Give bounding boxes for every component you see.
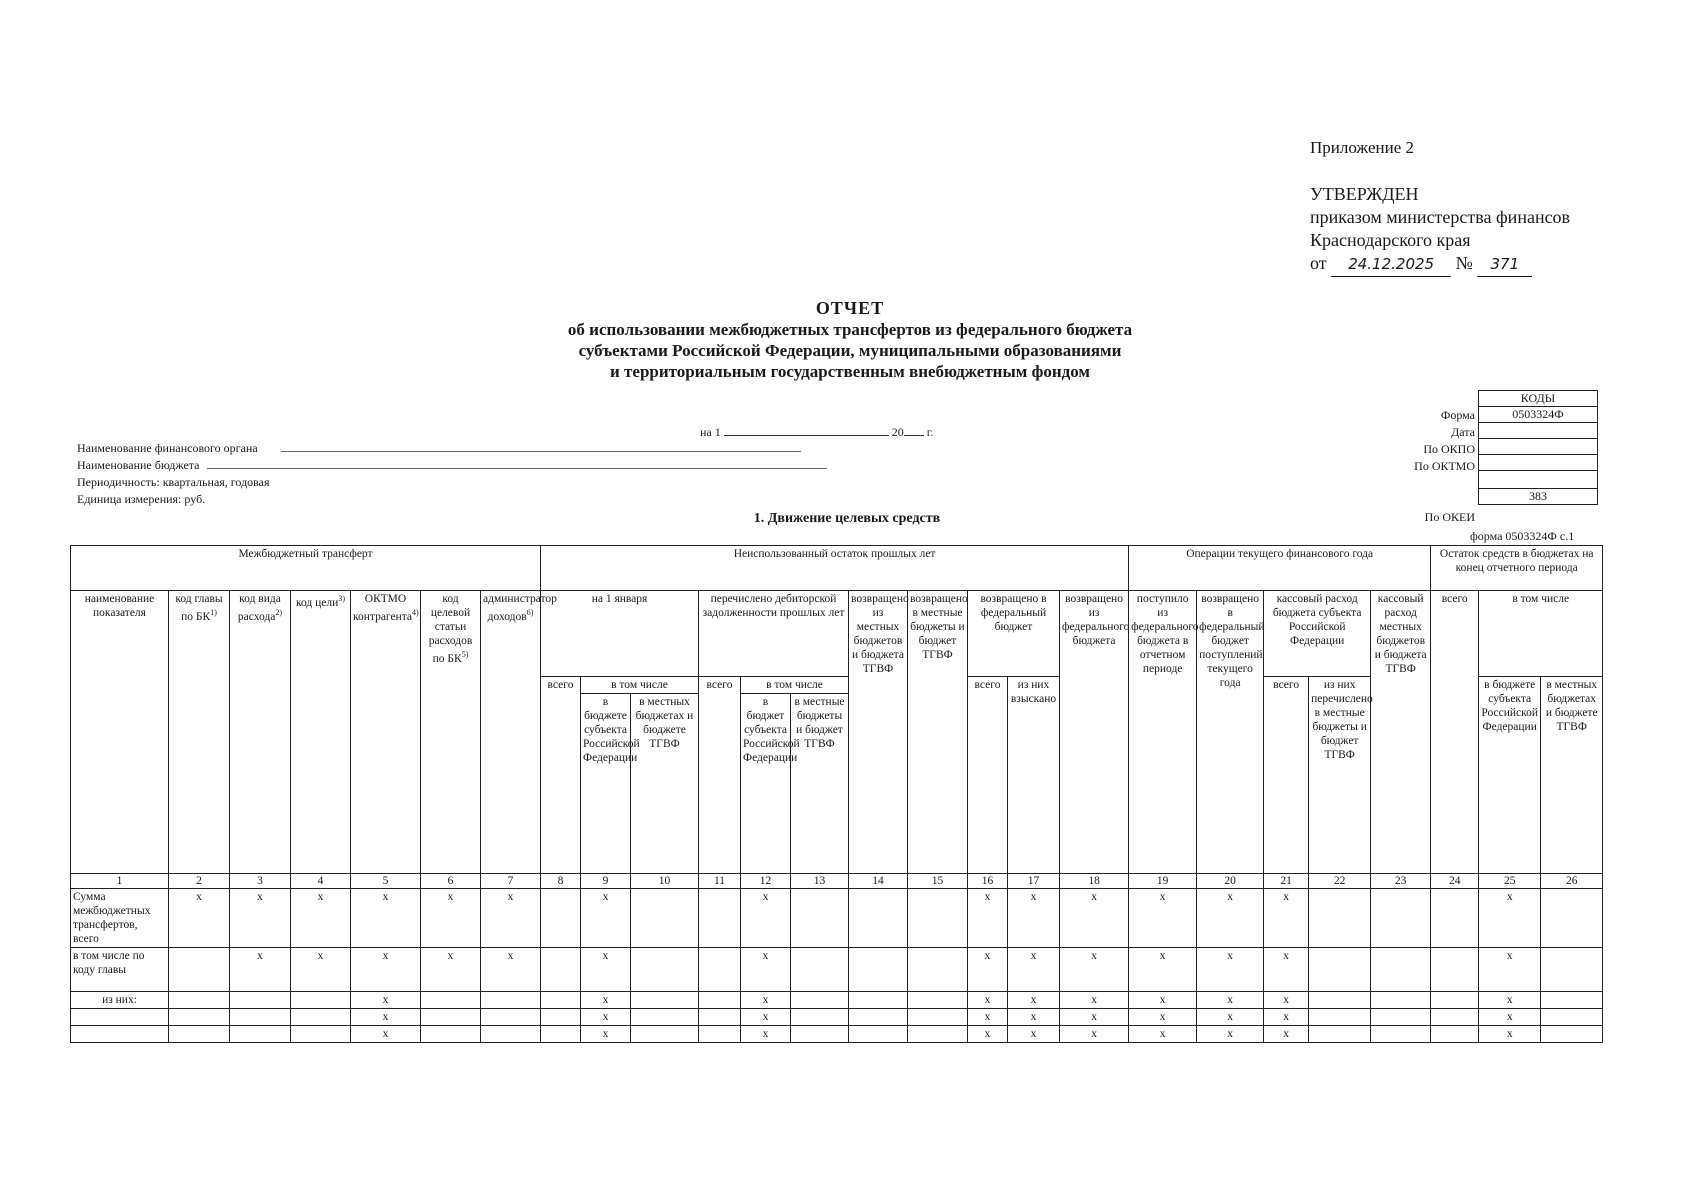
cell-value[interactable] bbox=[291, 1026, 351, 1043]
approval-date: 24.12.2025 bbox=[1331, 253, 1451, 277]
column-number: 15 bbox=[908, 874, 968, 889]
column-number: 11 bbox=[699, 874, 741, 889]
cell-value[interactable] bbox=[908, 889, 968, 948]
table-row bbox=[71, 889, 1603, 948]
title-line3: и территориальным государственным внебюджетным фондом bbox=[610, 362, 1090, 381]
col-20-header: возвращено в федеральный бюджет поступлений текущего года bbox=[1197, 591, 1264, 874]
form-code: 0503324Ф bbox=[1479, 407, 1598, 423]
column-number: 16 bbox=[968, 874, 1008, 889]
cell-x: x bbox=[1060, 992, 1129, 1009]
column-number: 20 bbox=[1197, 874, 1264, 889]
col-13-header: в местные бюджеты и бюджет ТГВФ bbox=[791, 694, 849, 874]
cell-value[interactable] bbox=[541, 1009, 581, 1026]
cell-value[interactable] bbox=[1431, 889, 1479, 948]
cell-x: x bbox=[1197, 948, 1264, 992]
cell-x: x bbox=[1129, 992, 1197, 1009]
cell-x: x bbox=[1264, 1026, 1309, 1043]
cell-value[interactable] bbox=[1371, 1009, 1431, 1026]
okei-code: 383 bbox=[1479, 489, 1598, 505]
cell-value[interactable] bbox=[421, 1026, 481, 1043]
cell-x: x bbox=[421, 889, 481, 948]
period-year: 20 bbox=[891, 425, 904, 439]
column-number: 22 bbox=[1309, 874, 1371, 889]
col-9-header: в бюджете субъекта Российской Федерации bbox=[581, 694, 631, 874]
row-label: из них: bbox=[71, 992, 169, 1009]
col-2-header: код главы по БК$^{1)}$ bbox=[169, 591, 230, 874]
row-label: Сумма межбюджетных трансфертов, всего bbox=[71, 889, 169, 948]
col-7-text: администратор доходов bbox=[483, 593, 557, 623]
column-number: 3 bbox=[230, 874, 291, 889]
cell-x: x bbox=[1479, 948, 1541, 992]
approved-word: УТВЕРЖДЕН bbox=[1310, 184, 1419, 204]
okei-label: По ОКЕИ bbox=[1424, 510, 1475, 524]
col-6-text: код целевой статьи расходов по БК bbox=[428, 593, 473, 665]
cell-value[interactable] bbox=[849, 948, 908, 992]
report-period bbox=[700, 425, 933, 440]
cell-x: x bbox=[351, 992, 421, 1009]
cell-x: x bbox=[351, 948, 421, 992]
cell-value[interactable] bbox=[631, 1009, 699, 1026]
cell-x: x bbox=[741, 948, 791, 992]
cell-value[interactable] bbox=[1431, 948, 1479, 992]
column-number: 7 bbox=[481, 874, 541, 889]
col-17-header: из них взыскано bbox=[1008, 677, 1060, 874]
column-number: 18 bbox=[1060, 874, 1129, 889]
group-end-balance: Остаток средств в бюджетах на конец отчетного периода bbox=[1431, 546, 1603, 591]
cell-value[interactable] bbox=[169, 992, 230, 1009]
cell-value[interactable] bbox=[1309, 1009, 1371, 1026]
transfers-table bbox=[70, 545, 1603, 1043]
cell-x: x bbox=[741, 992, 791, 1009]
cell-value[interactable] bbox=[1541, 948, 1603, 992]
cell-value[interactable] bbox=[699, 1026, 741, 1043]
cell-x: x bbox=[968, 948, 1008, 992]
column-number: 13 bbox=[791, 874, 849, 889]
cell-value[interactable] bbox=[541, 889, 581, 948]
cell-value[interactable] bbox=[1371, 992, 1431, 1009]
cell-value[interactable] bbox=[849, 992, 908, 1009]
col-8-header: всего bbox=[541, 677, 581, 874]
jan1-header: на 1 января bbox=[541, 591, 699, 677]
cell-x: x bbox=[1479, 889, 1541, 948]
periodicity: Периодичность: квартальная, годовая bbox=[77, 475, 270, 489]
group-current-year: Операции текущего финансового года bbox=[1129, 546, 1431, 591]
cell-value[interactable] bbox=[908, 948, 968, 992]
cell-value[interactable] bbox=[1431, 1026, 1479, 1043]
cell-x: x bbox=[1479, 1026, 1541, 1043]
cell-x: x bbox=[169, 889, 230, 948]
column-number: 26 bbox=[1541, 874, 1603, 889]
cell-x: x bbox=[230, 889, 291, 948]
title-line1: об использовании межбюджетных трансфертов из федерального бюджета bbox=[567, 320, 1133, 339]
cell-x: x bbox=[1264, 948, 1309, 992]
fin-org-label: Наименование финансового органа bbox=[77, 441, 258, 455]
column-number: 1 bbox=[71, 874, 169, 889]
column-number: 10 bbox=[631, 874, 699, 889]
cell-value[interactable] bbox=[631, 948, 699, 992]
cell-value[interactable] bbox=[1371, 948, 1431, 992]
row-label bbox=[71, 1009, 169, 1026]
number-label: № bbox=[1455, 253, 1473, 273]
cell-value[interactable] bbox=[169, 1026, 230, 1043]
cell-value[interactable] bbox=[699, 992, 741, 1009]
budget-label: Наименование бюджета bbox=[77, 458, 200, 472]
cell-value[interactable] bbox=[849, 1009, 908, 1026]
col-26-header: в местных бюджетах и бюджете ТГВФ bbox=[1541, 677, 1603, 874]
approved-date-line bbox=[1310, 252, 1570, 277]
cell-value[interactable] bbox=[230, 1026, 291, 1043]
cell-value[interactable] bbox=[1309, 889, 1371, 948]
cell-x: x bbox=[1129, 889, 1197, 948]
col-3-text: код вида расхода bbox=[237, 593, 281, 623]
cell-x: x bbox=[968, 992, 1008, 1009]
col-5-text: ОКТМО контрагента bbox=[353, 593, 413, 623]
col-3-header: код вида расхода$^{2)}$ bbox=[230, 591, 291, 874]
cell-x: x bbox=[581, 992, 631, 1009]
column-number: 8 bbox=[541, 874, 581, 889]
col-23-header: кассовый расход местных бюджетов и бюджета ТГВФ bbox=[1371, 591, 1431, 874]
cell-value[interactable] bbox=[1309, 992, 1371, 1009]
cell-value[interactable] bbox=[1371, 889, 1431, 948]
debt-incl-header: в том числе bbox=[741, 677, 849, 694]
cell-x: x bbox=[351, 1026, 421, 1043]
cell-value[interactable] bbox=[791, 948, 849, 992]
row-label bbox=[71, 1026, 169, 1043]
cell-x: x bbox=[1008, 1009, 1060, 1026]
approval-stamp bbox=[1310, 183, 1570, 277]
column-number: 24 bbox=[1431, 874, 1479, 889]
column-number: 19 bbox=[1129, 874, 1197, 889]
cell-value[interactable] bbox=[908, 1009, 968, 1026]
col-19-header: поступило из федерального бюджета в отчетном периоде bbox=[1129, 591, 1197, 874]
col-4-text: код цели bbox=[296, 596, 339, 609]
cell-x: x bbox=[421, 948, 481, 992]
col-7-header: администратор доходов$^{6)}$ bbox=[481, 591, 541, 874]
cell-x: x bbox=[481, 889, 541, 948]
col-6-header: код целевой статьи расходов по БК$^{5)}$ bbox=[421, 591, 481, 874]
cell-value[interactable] bbox=[849, 1026, 908, 1043]
col-15-header: возвращено в местные бюджеты и бюджет ТГВФ bbox=[908, 591, 968, 874]
fedret-header: возвращено в федеральный бюджет bbox=[968, 591, 1060, 677]
cell-x: x bbox=[1197, 889, 1264, 948]
row-label: в том числе по коду главы bbox=[71, 948, 169, 992]
cell-x: x bbox=[581, 948, 631, 992]
col-22-header: из них перечислено в местные бюджеты и бюджет ТГВФ bbox=[1309, 677, 1371, 874]
col-1-header: наименование показателя bbox=[71, 591, 169, 874]
column-number: 25 bbox=[1479, 874, 1541, 889]
oktmo-label: По ОКТМО bbox=[1414, 459, 1475, 473]
cell-value[interactable] bbox=[791, 992, 849, 1009]
cell-value[interactable] bbox=[481, 1026, 541, 1043]
cell-x: x bbox=[968, 889, 1008, 948]
cell-value[interactable] bbox=[908, 1026, 968, 1043]
col-11-header: всего bbox=[699, 677, 741, 874]
period-g: г. bbox=[926, 425, 934, 439]
cell-value[interactable] bbox=[699, 948, 741, 992]
cell-value[interactable] bbox=[481, 1009, 541, 1026]
fin-org-field[interactable] bbox=[281, 442, 801, 452]
column-number: 2 bbox=[169, 874, 230, 889]
col-4-header: код цели$^{3)}$ bbox=[291, 591, 351, 874]
approval-number: 371 bbox=[1477, 253, 1532, 277]
column-number: 4 bbox=[291, 874, 351, 889]
col-5-header: ОКТМО контрагента$^{4)}$ bbox=[351, 591, 421, 874]
title-line2: субъектами Российской Федерации, муниципальными образованиями bbox=[578, 341, 1122, 360]
cell-value[interactable] bbox=[291, 992, 351, 1009]
cell-value[interactable] bbox=[541, 992, 581, 1009]
table-row bbox=[71, 992, 1603, 1009]
cell-x: x bbox=[1479, 1009, 1541, 1026]
cell-value[interactable] bbox=[1431, 1009, 1479, 1026]
date-label: Дата bbox=[1451, 425, 1475, 439]
column-number: 9 bbox=[581, 874, 631, 889]
cell-value[interactable] bbox=[699, 889, 741, 948]
unit: Единица измерения: руб. bbox=[77, 492, 206, 506]
table-row bbox=[71, 1009, 1603, 1026]
cell-x: x bbox=[1060, 1009, 1129, 1026]
cell-x: x bbox=[741, 889, 791, 948]
cell-value[interactable] bbox=[1309, 1026, 1371, 1043]
period-date-field[interactable] bbox=[724, 425, 889, 436]
cell-x: x bbox=[1479, 992, 1541, 1009]
group-transfer: Межбюджетный трансферт bbox=[71, 546, 541, 591]
cell-value[interactable] bbox=[791, 1009, 849, 1026]
cell-x: x bbox=[1008, 992, 1060, 1009]
cell-x: x bbox=[1129, 948, 1197, 992]
cell-x: x bbox=[351, 889, 421, 948]
budget-field[interactable] bbox=[207, 459, 827, 469]
approved-line2: Краснодарского края bbox=[1310, 230, 1471, 250]
cell-x: x bbox=[1060, 948, 1129, 992]
okpo-label: По ОКПО bbox=[1423, 442, 1475, 456]
okpo-code[interactable] bbox=[1479, 439, 1598, 455]
title-main: ОТЧЕТ bbox=[815, 298, 885, 318]
column-number: 12 bbox=[741, 874, 791, 889]
col-25-header: в бюджете субъекта Российской Федерации bbox=[1479, 677, 1541, 874]
column-number: 17 bbox=[1008, 874, 1060, 889]
cell-value[interactable] bbox=[230, 992, 291, 1009]
cell-x: x bbox=[1197, 992, 1264, 1009]
cell-x: x bbox=[1129, 1026, 1197, 1043]
approved-line1: приказом министерства финансов bbox=[1310, 207, 1571, 227]
cell-x: x bbox=[481, 948, 541, 992]
cell-value[interactable] bbox=[631, 992, 699, 1009]
section-title: 1. Движение целевых средств bbox=[753, 511, 941, 526]
cell-value[interactable] bbox=[908, 992, 968, 1009]
cell-value[interactable] bbox=[421, 1009, 481, 1026]
cell-x: x bbox=[581, 1009, 631, 1026]
from-label: от bbox=[1310, 253, 1327, 273]
cell-value[interactable] bbox=[791, 889, 849, 948]
cell-x: x bbox=[230, 948, 291, 992]
col-12-header: в бюджет субъекта Российской Федерации bbox=[741, 694, 791, 874]
col-21-header: всего bbox=[1264, 677, 1309, 874]
period-year-field[interactable] bbox=[904, 425, 924, 436]
cell-value[interactable] bbox=[541, 948, 581, 992]
cell-x: x bbox=[1197, 1009, 1264, 1026]
cell-value[interactable] bbox=[230, 1009, 291, 1026]
cell-value[interactable] bbox=[1371, 1026, 1431, 1043]
cell-x: x bbox=[1129, 1009, 1197, 1026]
cash-header: кассовый расход бюджета субъекта Российской Федерации bbox=[1264, 591, 1371, 677]
date-code[interactable] bbox=[1479, 423, 1598, 439]
cell-value[interactable] bbox=[1541, 1026, 1603, 1043]
cell-value[interactable] bbox=[481, 992, 541, 1009]
budget-row bbox=[77, 458, 827, 473]
cell-x: x bbox=[351, 1009, 421, 1026]
cell-x: x bbox=[291, 948, 351, 992]
cell-value[interactable] bbox=[1541, 1009, 1603, 1026]
col-2-text: код главы по БК bbox=[175, 593, 223, 623]
cell-x: x bbox=[581, 889, 631, 948]
cell-value[interactable] bbox=[1309, 948, 1371, 992]
form-label: Форма bbox=[1440, 408, 1475, 422]
appendix-label: Приложение 2 bbox=[1310, 138, 1414, 157]
debt-header: перечислено дебиторской задолженности прошлых лет bbox=[699, 591, 849, 677]
end-incl-header: в том числе bbox=[1479, 591, 1603, 677]
cell-x: x bbox=[1008, 1026, 1060, 1043]
group-unused-balance: Неиспользованный остаток прошлых лет bbox=[541, 546, 1129, 591]
col-14-header: возвращено из местных бюджетов и бюджета ТГВФ bbox=[849, 591, 908, 874]
cell-x: x bbox=[1060, 1026, 1129, 1043]
cell-value[interactable] bbox=[1541, 992, 1603, 1009]
cell-value[interactable] bbox=[699, 1009, 741, 1026]
cell-value[interactable] bbox=[791, 1026, 849, 1043]
cell-value[interactable] bbox=[849, 889, 908, 948]
col-16-header: всего bbox=[968, 677, 1008, 874]
cell-value[interactable] bbox=[169, 948, 230, 992]
col-10-header: в местных бюджетах и бюджете ТГВФ bbox=[631, 694, 699, 874]
column-number: 21 bbox=[1264, 874, 1309, 889]
cell-x: x bbox=[1197, 1026, 1264, 1043]
cell-value[interactable] bbox=[631, 1026, 699, 1043]
cell-x: x bbox=[968, 1026, 1008, 1043]
cell-value[interactable] bbox=[421, 992, 481, 1009]
jan1-incl-header: в том числе bbox=[581, 677, 699, 694]
period-on: на 1 bbox=[700, 425, 721, 439]
codes-labels bbox=[1340, 407, 1475, 526]
cell-x: x bbox=[741, 1009, 791, 1026]
cell-x: x bbox=[581, 1026, 631, 1043]
column-number: 5 bbox=[351, 874, 421, 889]
column-number: 6 bbox=[421, 874, 481, 889]
report-title bbox=[420, 298, 1280, 382]
cell-x: x bbox=[1008, 889, 1060, 948]
form-ref: форма 0503324Ф с.1 bbox=[1470, 529, 1575, 543]
cell-value[interactable] bbox=[1431, 992, 1479, 1009]
cell-x: x bbox=[968, 1009, 1008, 1026]
cell-x: x bbox=[1060, 889, 1129, 948]
col-18-header: возвращено из федерального бюджета bbox=[1060, 591, 1129, 874]
oktmo-code-ext[interactable] bbox=[1479, 471, 1598, 489]
cell-value[interactable] bbox=[631, 889, 699, 948]
cell-value[interactable] bbox=[169, 1009, 230, 1026]
cell-x: x bbox=[1264, 1009, 1309, 1026]
table-row bbox=[71, 948, 1603, 992]
column-numbers-row bbox=[71, 874, 1603, 889]
column-number: 23 bbox=[1371, 874, 1431, 889]
column-number: 14 bbox=[849, 874, 908, 889]
cell-x: x bbox=[1264, 992, 1309, 1009]
fin-org-row bbox=[77, 441, 801, 456]
cell-value[interactable] bbox=[541, 1026, 581, 1043]
col-24-header: всего bbox=[1431, 591, 1479, 874]
codes-table bbox=[1478, 390, 1598, 505]
codes-header: КОДЫ bbox=[1479, 391, 1598, 407]
cell-x: x bbox=[1008, 948, 1060, 992]
table-row bbox=[71, 1026, 1603, 1043]
oktmo-code[interactable] bbox=[1479, 455, 1598, 471]
cell-x: x bbox=[741, 1026, 791, 1043]
cell-value[interactable] bbox=[1541, 889, 1603, 948]
cell-x: x bbox=[291, 889, 351, 948]
cell-x: x bbox=[1264, 889, 1309, 948]
cell-value[interactable] bbox=[291, 1009, 351, 1026]
